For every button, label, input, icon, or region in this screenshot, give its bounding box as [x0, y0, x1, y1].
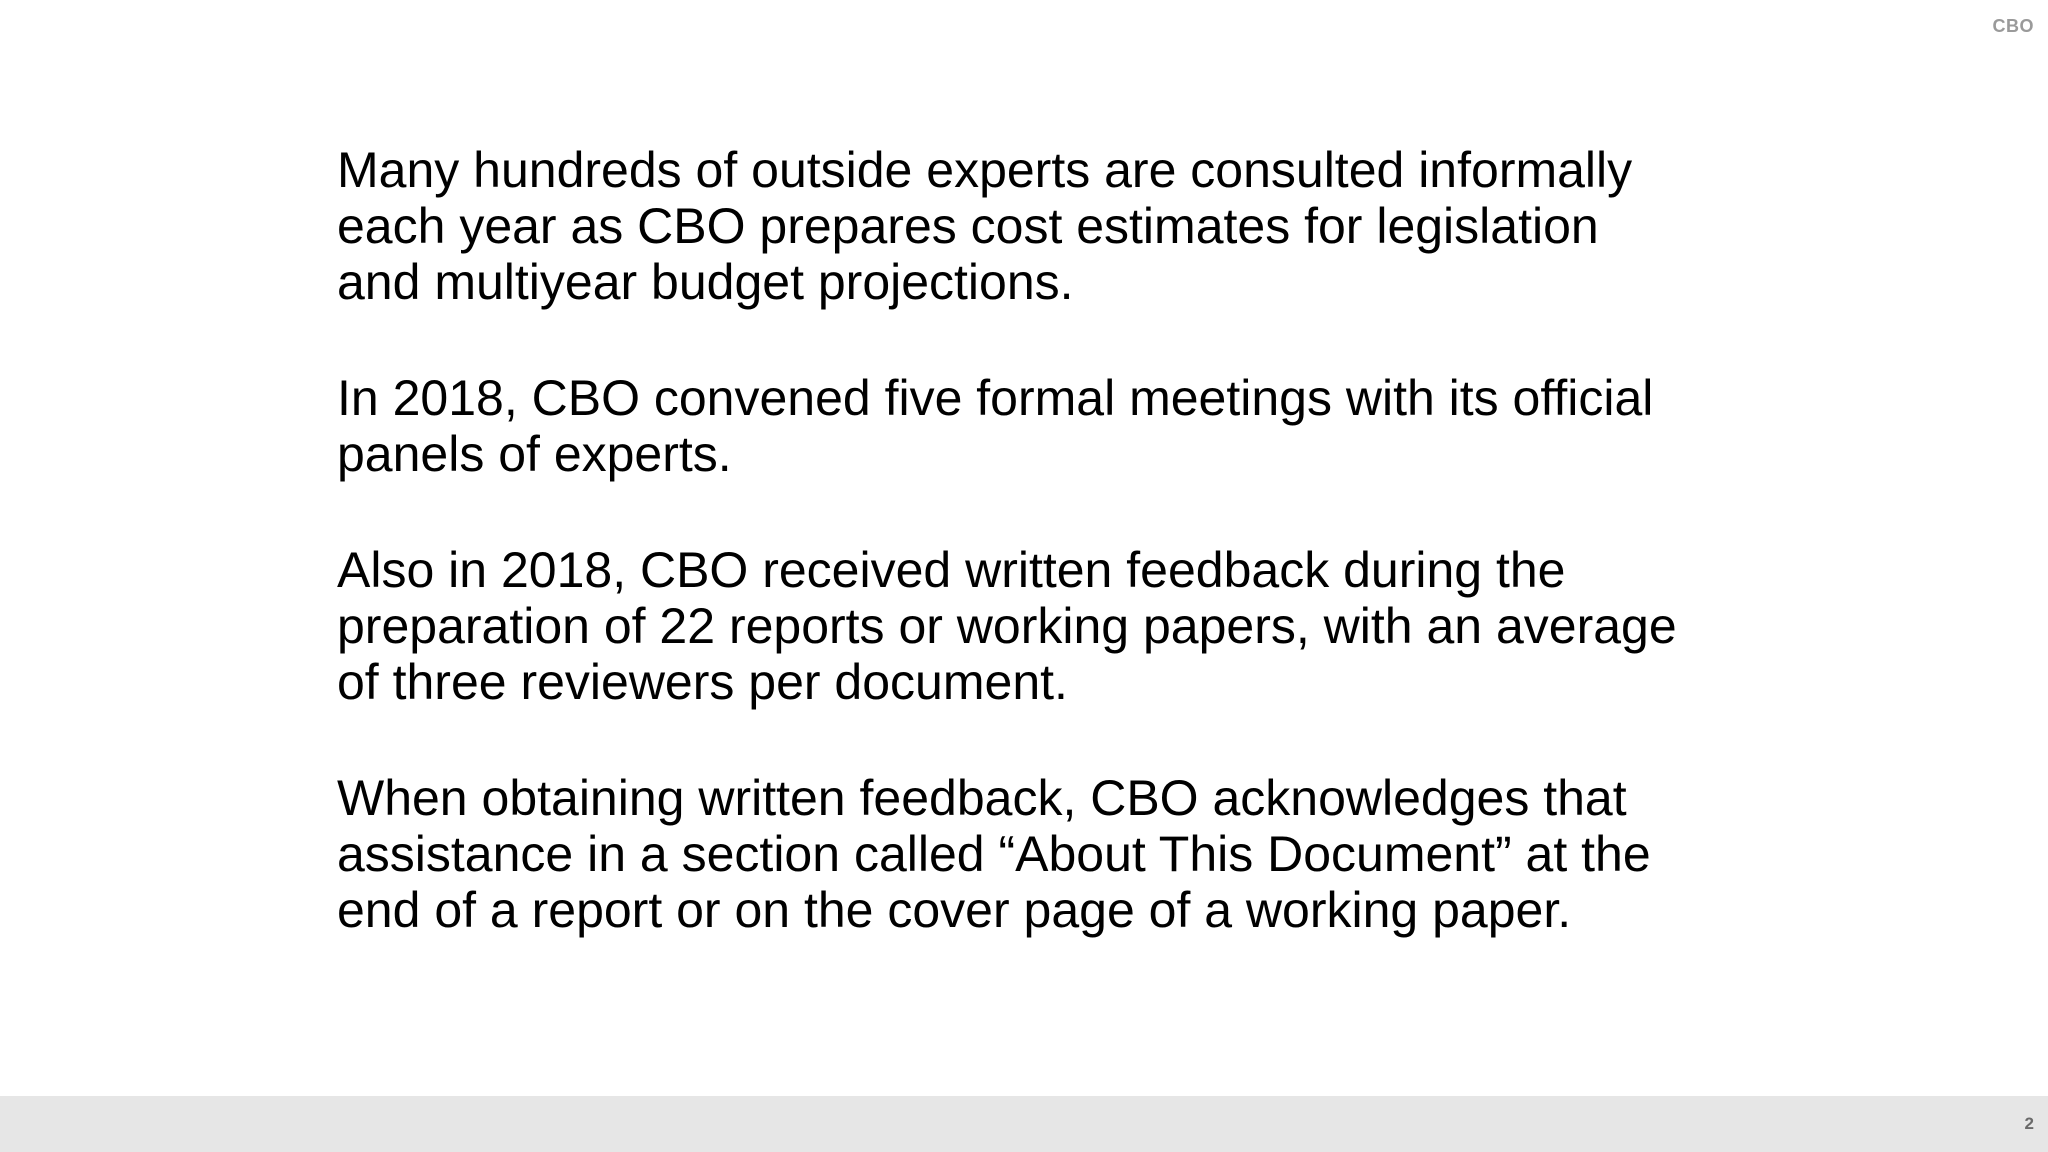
text-line: and multiyear budget projections. [337, 254, 1074, 310]
text-line: In 2018, CBO convened five formal meetings with its official [337, 370, 1654, 426]
paragraph-outside-experts [337, 142, 1757, 310]
text-line: assistance in a section called “About This Document” at the [337, 826, 1651, 882]
text-line: Also in 2018, CBO received written feedback during the [337, 542, 1566, 598]
paragraph-acknowledgment [337, 770, 1757, 938]
footer-bar [0, 1096, 2048, 1152]
cbo-logo: CBO [1992, 16, 2034, 36]
text-line: When obtaining written feedback, CBO acknowledges that [337, 770, 1627, 826]
slide-body [337, 142, 1757, 938]
paragraph-written-feedback [337, 542, 1757, 710]
text-line: of three reviewers per document. [337, 654, 1068, 710]
text-line: each year as CBO prepares cost estimates for legislation [337, 198, 1599, 254]
text-line: end of a report or on the cover page of a working paper. [337, 882, 1572, 938]
text-line: panels of experts. [337, 426, 732, 482]
paragraph-formal-meetings [337, 370, 1757, 482]
text-line: Many hundreds of outside experts are consulted informally [337, 142, 1633, 198]
page-number: 2 [2024, 1114, 2034, 1133]
text-line: preparation of 22 reports or working papers, with an average [337, 598, 1677, 654]
